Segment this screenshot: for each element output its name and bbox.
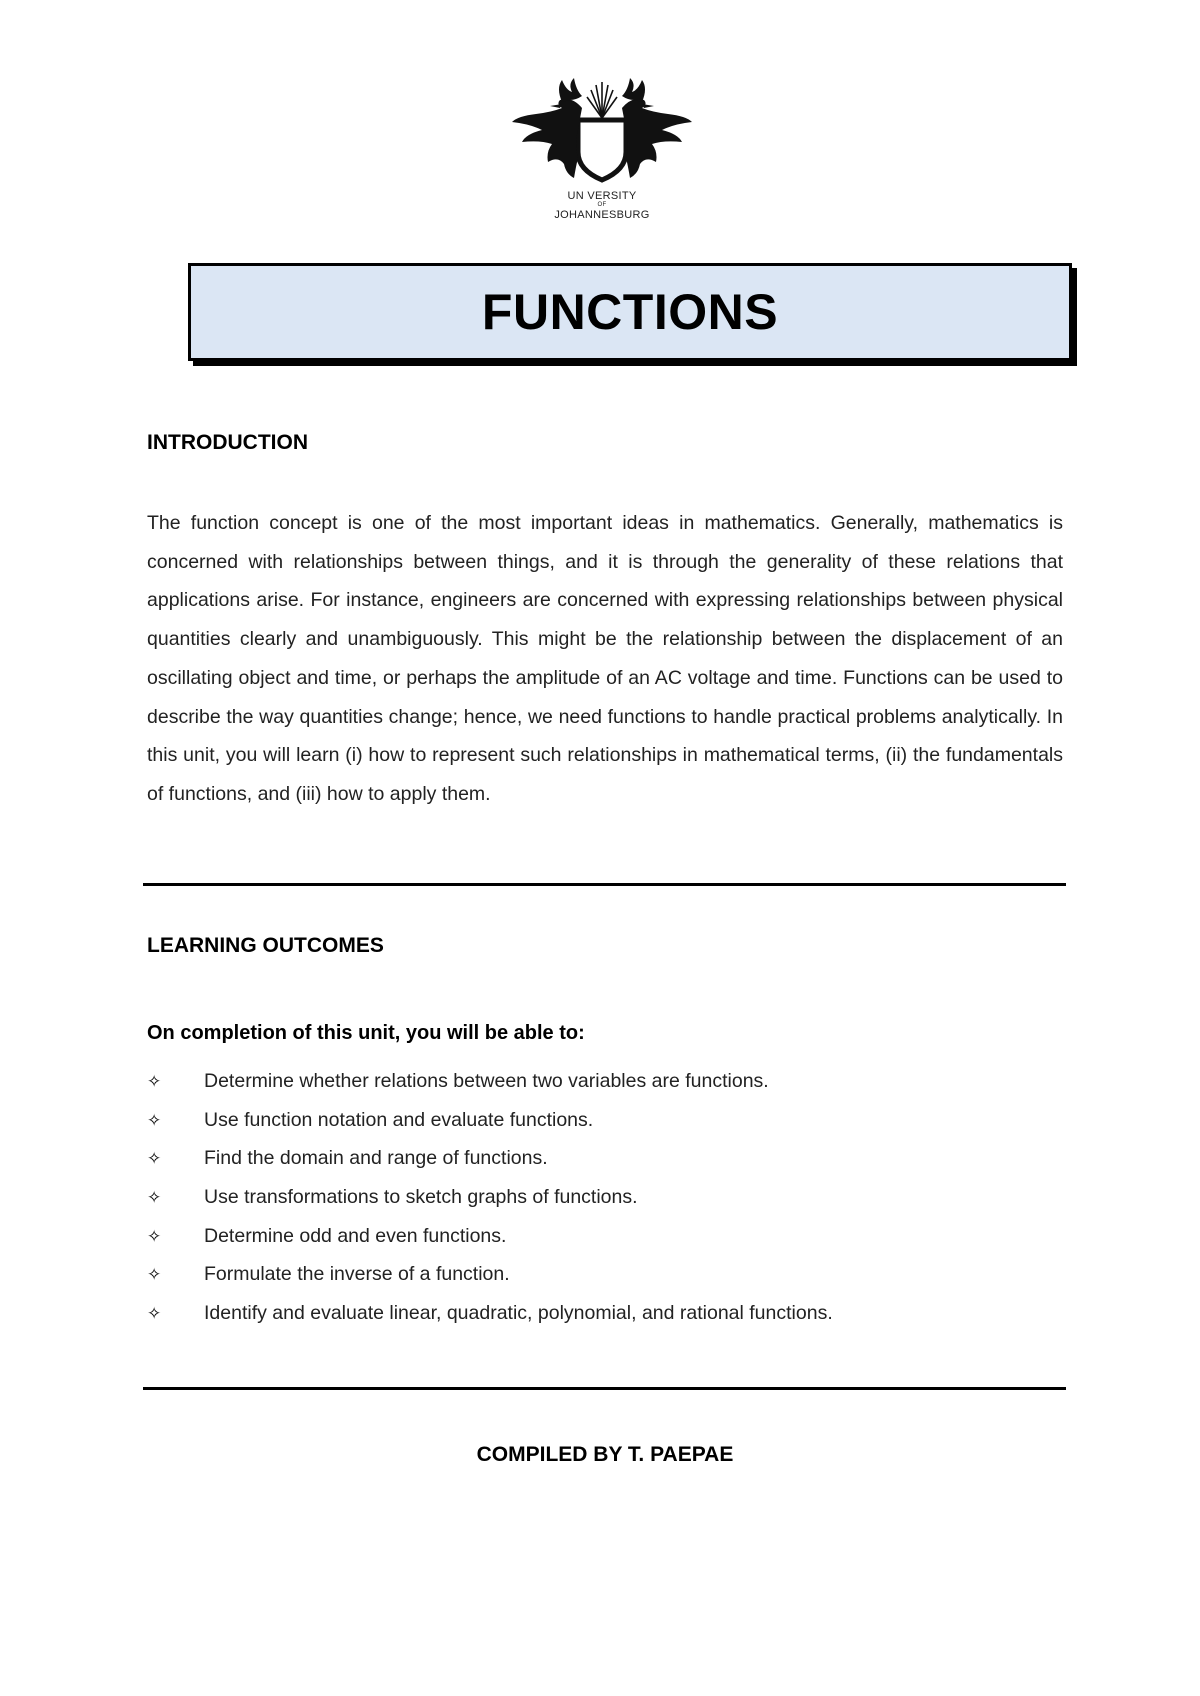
- university-logo: [512, 78, 692, 228]
- logo-line-2: OF: [597, 202, 607, 208]
- section-divider-2: [143, 1387, 1066, 1390]
- list-item-text: Determine odd and even functions.: [204, 1224, 507, 1247]
- diamond-bullet-icon: ✧: [147, 1304, 162, 1325]
- university-name: [512, 190, 692, 221]
- list-item-text: Use transformations to sketch graphs of functions.: [204, 1186, 638, 1209]
- list-item: [147, 1070, 1067, 1109]
- diamond-bullet-icon: ✧: [147, 1265, 162, 1286]
- diamond-bullet-icon: ✧: [147, 1110, 162, 1131]
- title-banner: [188, 263, 1072, 361]
- list-item-text: Formulate the inverse of a function.: [204, 1263, 510, 1286]
- section-divider-1: [143, 883, 1066, 886]
- diamond-bullet-icon: ✧: [147, 1149, 162, 1170]
- list-item-text: Determine whether relations between two variables are functions.: [204, 1070, 769, 1092]
- learning-outcomes-list: [147, 1070, 1067, 1341]
- list-item: [147, 1147, 1067, 1186]
- compiled-by: COMPILED BY T. PAEPAE: [476, 1443, 734, 1466]
- list-item-text: Use function notation and evaluate functions.: [204, 1108, 594, 1131]
- diamond-bullet-icon: ✧: [147, 1226, 162, 1247]
- list-item: [147, 1186, 1067, 1225]
- diamond-bullet-icon: ✧: [147, 1188, 162, 1209]
- list-item: [147, 1302, 1067, 1341]
- logo-line-1: UN VERSITY: [567, 190, 637, 202]
- list-item: [147, 1225, 1067, 1264]
- learning-outcomes-lead: On completion of this unit, you will be able to:: [147, 1022, 585, 1044]
- diamond-bullet-icon: ✧: [147, 1072, 162, 1092]
- introduction-heading: INTRODUCTION: [147, 431, 308, 454]
- list-item: [147, 1263, 1067, 1302]
- list-item: [147, 1109, 1067, 1148]
- logo-line-3: JOHANNESBURG: [554, 209, 650, 221]
- learning-outcomes-heading: LEARNING OUTCOMES: [147, 934, 384, 957]
- crest-icon: [512, 78, 692, 190]
- list-item-text: Find the domain and range of functions.: [204, 1147, 548, 1170]
- page-title: FUNCTIONS: [481, 284, 779, 340]
- introduction-paragraph: The function concept is one of the most important ideas in mathematics. Generally, mathematics is concerned with relationships between things, and it is through the generality of these relations that applications arise. For instance, engineers are concerned with expressing relationships between physical quantities clearly and unambiguously. This might be the relationship between the displacement of an oscillating object and time, or perhaps the amplitude of an AC voltage and time. Functions can be used to describe the way quantities change; hence, we need functions to handle practical problems analytically. In this unit, you will learn (i) how to represent such relationships in mathematical terms, (ii) the fundamentals of functions, and (iii) how to apply them.: [147, 512, 1063, 805]
- list-item-text: Identify and evaluate linear, quadratic, polynomial, and rational functions.: [204, 1302, 833, 1325]
